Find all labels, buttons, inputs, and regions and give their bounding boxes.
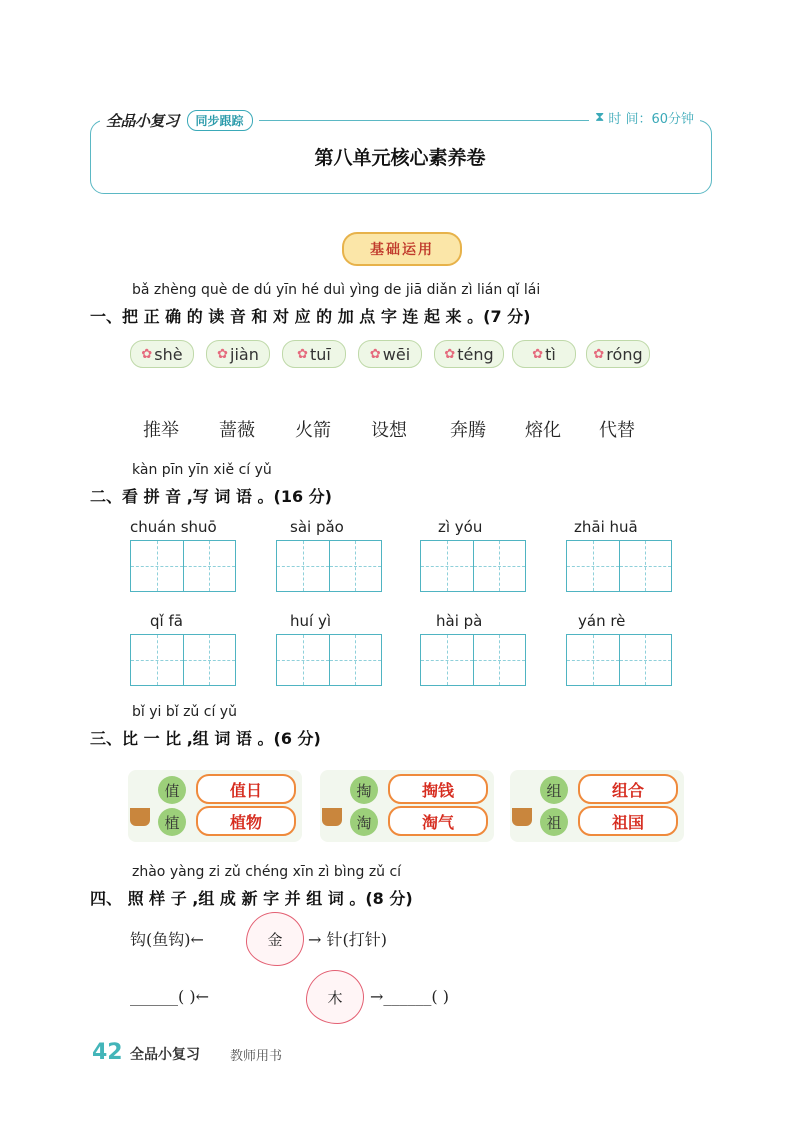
- brand-logo: 全品小复习: [106, 111, 179, 130]
- brand-bar: [100, 108, 259, 132]
- word-item[interactable]: 火箭: [295, 420, 331, 441]
- writing-grid[interactable]: [276, 634, 382, 686]
- plant-group: [510, 770, 684, 842]
- timer: [589, 108, 700, 127]
- timer-text: 时 间：60分钟: [608, 112, 694, 127]
- q2-title: 二、看 拼 音 ,写 词 语 。(16 分): [90, 487, 332, 506]
- leaf-char: 掏: [350, 776, 378, 804]
- box-pinyin: sài pǎo: [290, 518, 344, 536]
- flower-icon: ✿: [593, 346, 605, 362]
- word-item[interactable]: 奔腾: [450, 420, 486, 441]
- reading-tag[interactable]: ✿ tuī: [282, 340, 346, 368]
- flower-icon: ✿: [141, 346, 153, 362]
- word-item[interactable]: 推举: [143, 420, 179, 441]
- reading-tag[interactable]: ✿ shè: [130, 340, 194, 368]
- box-pinyin: huí yì: [290, 612, 331, 630]
- page-number: 42: [92, 1040, 123, 1065]
- writing-grid[interactable]: [276, 540, 382, 592]
- q3-title: 三、比 一 比 ,组 词 语 。(6 分): [90, 729, 321, 748]
- answer-word[interactable]: 组合: [578, 774, 678, 804]
- brand-tag: 同步跟踪: [187, 110, 253, 131]
- q1-title: 一、把 正 确 的 读 音 和 对 应 的 加 点 字 连 起 来 。(7 分): [90, 307, 531, 326]
- flower-icon: ✿: [444, 346, 456, 362]
- answer-word[interactable]: 植物: [196, 806, 296, 836]
- leaf-char: 组: [540, 776, 568, 804]
- word-item[interactable]: 代替: [599, 420, 635, 441]
- reading-tag[interactable]: ✿ téng: [434, 340, 504, 368]
- writing-grid[interactable]: [566, 634, 672, 686]
- writing-grid[interactable]: [566, 540, 672, 592]
- example-left: 钩(鱼钩)←: [130, 930, 204, 949]
- flower-center-task: 木: [306, 970, 364, 1024]
- box-pinyin: yán rè: [578, 612, 626, 630]
- leaf-char: 祖: [540, 808, 568, 836]
- reading-tag[interactable]: ✿ róng: [586, 340, 650, 368]
- writing-grid[interactable]: [130, 634, 236, 686]
- flower-center-example: 金: [246, 912, 304, 966]
- footer-brand: 全品小复习: [130, 1047, 200, 1063]
- box-pinyin: zhāi huā: [574, 518, 638, 536]
- answer-word[interactable]: 祖国: [578, 806, 678, 836]
- task-left[interactable]: ______( )←: [130, 987, 209, 1006]
- answer-word[interactable]: 值日: [196, 774, 296, 804]
- box-pinyin: zì yóu: [438, 518, 483, 536]
- box-pinyin: qǐ fā: [150, 612, 183, 630]
- leaf-char: 淘: [350, 808, 378, 836]
- flower-icon: ✿: [369, 346, 381, 362]
- q4-pinyin: zhào yàng zi zǔ chéng xīn zì bìng zǔ cí: [132, 864, 402, 880]
- leaf-char: 值: [158, 776, 186, 804]
- example-right: → 针(打针): [308, 930, 387, 949]
- pot-icon: [512, 808, 532, 826]
- writing-grid[interactable]: [420, 634, 526, 686]
- reading-tag[interactable]: ✿ wēi: [358, 340, 422, 368]
- plant-group: [128, 770, 302, 842]
- word-item[interactable]: 熔化: [525, 420, 561, 441]
- flower-icon: ✿: [217, 346, 229, 362]
- q1-pinyin: bǎ zhèng què de dú yīn hé duì yìng de jiā diǎn zì lián qǐ lái: [132, 282, 541, 298]
- leaf-char: 植: [158, 808, 186, 836]
- reading-tag[interactable]: ✿ tì: [512, 340, 576, 368]
- box-pinyin: hài pà: [436, 612, 483, 630]
- flower-icon: ✿: [297, 346, 309, 362]
- answer-word[interactable]: 淘气: [388, 806, 488, 836]
- pot-icon: [322, 808, 342, 826]
- writing-grid[interactable]: [420, 540, 526, 592]
- q3-pinyin: bǐ yi bǐ zǔ cí yǔ: [132, 704, 237, 720]
- box-pinyin: chuán shuō: [130, 518, 217, 536]
- task-right[interactable]: →______( ): [370, 987, 449, 1006]
- plant-group: [320, 770, 494, 842]
- section-badge: 基础运用: [342, 232, 462, 266]
- footer-sub: 教师用书: [230, 1049, 283, 1064]
- hourglass-icon: ⧗: [595, 110, 605, 125]
- word-item[interactable]: 设想: [371, 420, 407, 441]
- flower-icon: ✿: [532, 346, 544, 362]
- q4-title: 四、 照 样 子 ,组 成 新 字 并 组 词 。(8 分): [90, 889, 413, 908]
- pot-icon: [130, 808, 150, 826]
- reading-tag[interactable]: ✿ jiàn: [206, 340, 270, 368]
- q2-pinyin: kàn pīn yīn xiě cí yǔ: [132, 462, 272, 478]
- word-item[interactable]: 蔷薇: [219, 420, 255, 441]
- page-title: 第八单元核心素养卷: [314, 147, 486, 169]
- answer-word[interactable]: 掏钱: [388, 774, 488, 804]
- writing-grid[interactable]: [130, 540, 236, 592]
